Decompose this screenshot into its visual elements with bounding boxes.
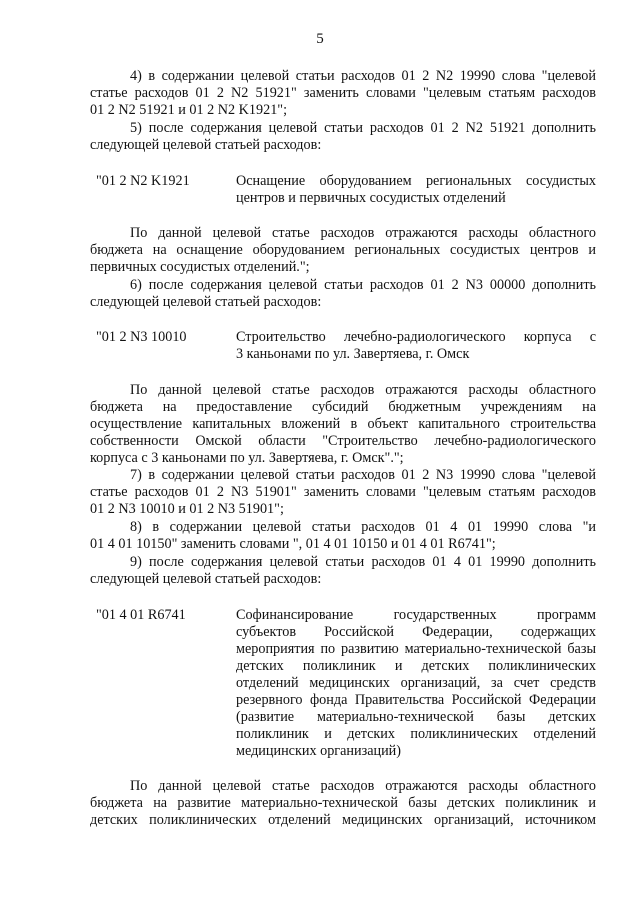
text-line: 6) после содержания целевой статьи расходов 01 2 N3 00000 дополнить xyxy=(130,277,596,293)
budget-code-desc: мероприятия по развитию материально-технической базы xyxy=(236,641,596,657)
page-number: 5 xyxy=(316,31,324,47)
text-line: 7) в содержании целевой статьи расходов 01 2 N3 19990 слова "целевой xyxy=(130,467,596,483)
text-line: следующей целевой статьей расходов: xyxy=(90,294,322,310)
text-line: 5) после содержания целевой статьи расходов 01 2 N2 51921 дополнить xyxy=(130,120,596,136)
text-line: статье расходов 01 2 N3 51901" заменить словами "целевым статьям расходов xyxy=(90,484,596,500)
budget-code-desc: субъектов Российской Федерации, содержащих xyxy=(236,624,596,640)
text-line: По данной целевой статье расходов отражаются расходы областного xyxy=(130,382,596,398)
text-line: следующей целевой статьей расходов: xyxy=(90,571,322,587)
budget-code-desc: резервного фонда Правительства Российской Федерации xyxy=(236,692,596,708)
budget-code-desc: детских поликлиник и детских поликлинических xyxy=(236,658,596,674)
text-line: первичных сосудистых отделений."; xyxy=(90,259,310,275)
budget-code-desc: центров и первичных сосудистых отделений xyxy=(236,190,506,206)
text-line: корпуса с 3 каньонами по ул. Завертяева, г. Омск"."; xyxy=(90,450,404,466)
text-line: статье расходов 01 2 N2 51921" заменить словами "целевым статьям расходов xyxy=(90,85,596,101)
text-line: следующей целевой статьей расходов: xyxy=(90,137,322,153)
budget-code-desc: (развитие материально-технической базы детских xyxy=(236,709,596,725)
text-line: По данной целевой статье расходов отражаются расходы областного xyxy=(130,225,596,241)
text-line: бюджета на оснащение оборудованием региональных сосудистых центров и xyxy=(90,242,596,258)
budget-code-desc: медицинских организаций) xyxy=(236,743,401,759)
budget-code-desc: Строительство лечебно-радиологического корпуса с xyxy=(236,329,596,345)
budget-code-desc: Софинансирование государственных программ xyxy=(236,607,596,623)
budget-code-desc: Оснащение оборудованием региональных сосудистых xyxy=(236,173,596,189)
text-line: 9) после содержания целевой статьи расходов 01 4 01 19990 дополнить xyxy=(130,554,596,570)
text-line: бюджета на предоставление субсидий бюджетным учреждениям на xyxy=(90,399,596,415)
text-line: 01 2 N3 10010 и 01 2 N3 51901"; xyxy=(90,501,284,517)
budget-code: "01 2 N2 K1921 xyxy=(96,173,190,189)
budget-code-desc: 3 каньонами по ул. Завертяева, г. Омск xyxy=(236,346,470,362)
text-line: 4) в содержании целевой статьи расходов 01 2 N2 19990 слова "целевой xyxy=(130,68,596,84)
budget-code-desc: отделений медицинских организаций, за счет средств xyxy=(236,675,596,691)
text-line: 8) в содержании целевой статьи расходов 01 4 01 19990 слова "и xyxy=(130,519,596,535)
text-line: 01 2 N2 51921 и 01 2 N2 K1921"; xyxy=(90,102,288,118)
text-line: По данной целевой статье расходов отражаются расходы областного xyxy=(130,778,596,794)
text-line: 01 4 01 10150" заменить словами ", 01 4 01 10150 и 01 4 01 R6741"; xyxy=(90,536,496,552)
text-line: осуществление капитальных вложений в объект капитального строительства xyxy=(90,416,596,432)
text-line: собственности Омской области "Строительство лечебно-радиологического xyxy=(90,433,596,449)
text-line: детских поликлинических отделений медицинских организаций, источником xyxy=(90,812,596,828)
budget-code: "01 4 01 R6741 xyxy=(96,607,186,623)
budget-code: "01 2 N3 10010 xyxy=(96,329,187,345)
budget-code-desc: поликлиник и детских поликлинических отделений xyxy=(236,726,596,742)
text-line: бюджета на развитие материально-технической базы детских поликлиник и xyxy=(90,795,596,811)
